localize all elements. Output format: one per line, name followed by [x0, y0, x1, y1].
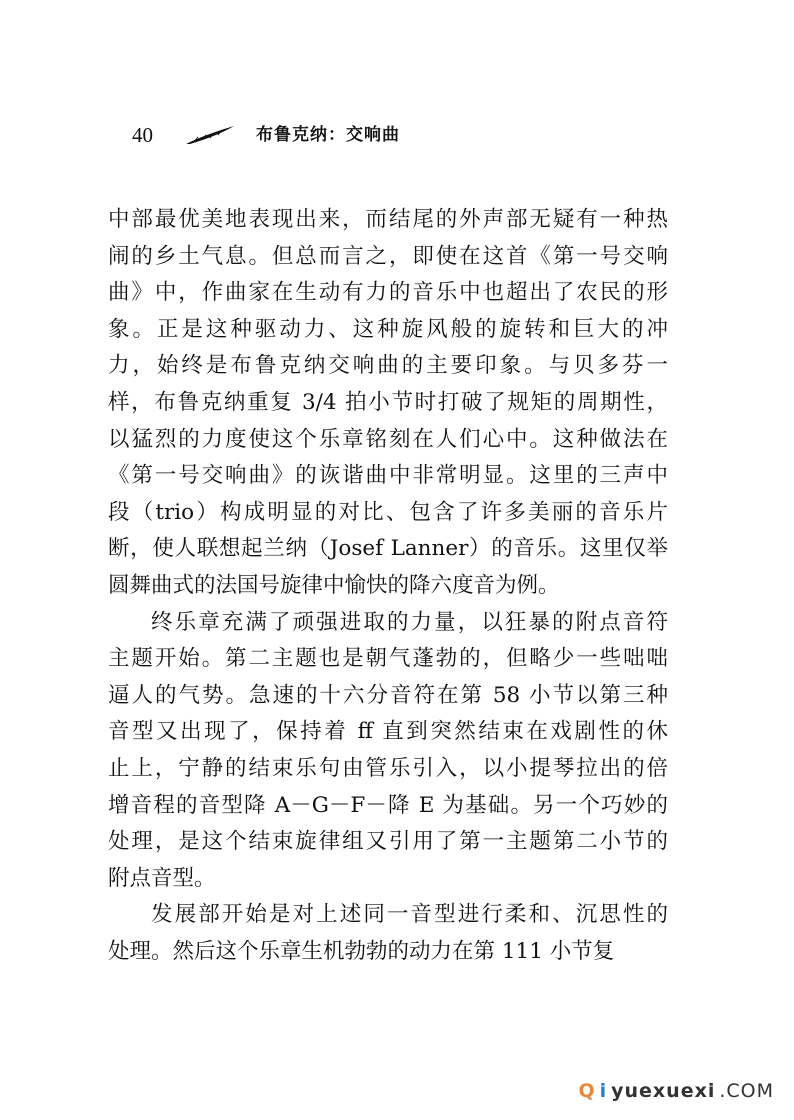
text-line: 象。正是这种驱动力、这种旋风般的旋转和巨大的冲: [108, 316, 668, 342]
text-line: 音型又出现了，保持着 ff 直到突然结束在戏剧性的休: [108, 719, 668, 745]
text-line: 主题开始。第二主题也是朝气蓬勃的，但略少一些咄咄: [108, 646, 668, 672]
watermark-i: i: [599, 1080, 608, 1102]
text-line: 段（trio）构成明显的对比、包含了许多美丽的音乐片: [108, 499, 668, 525]
body-text: [108, 202, 668, 970]
text-line: 以猛烈的力度使这个乐章铭刻在人们心中。这种做法在: [108, 426, 668, 452]
quill-pen-icon: [184, 124, 236, 146]
watermark-name: yuexuexi: [611, 1080, 716, 1102]
text-line: 闹的乡土气息。但总而言之，即使在这首《第一号交响: [108, 243, 668, 269]
watermark-q: Q: [578, 1080, 596, 1102]
watermark-domain: .COM: [719, 1080, 774, 1102]
text-line: 力，始终是布鲁克纳交响曲的主要印象。与贝多芬一: [108, 353, 668, 379]
page-header: [132, 120, 532, 152]
paragraph: [108, 202, 668, 605]
text-line: 增音程的音型降 A－G－F－降 E 为基础。另一个巧妙的: [108, 792, 668, 818]
site-watermark: [578, 1080, 774, 1102]
paragraph: [108, 605, 668, 898]
text-line: 圆舞曲式的法国号旋律中愉快的降六度音为例。: [108, 572, 560, 598]
text-line: 处理。然后这个乐章生机勃勃的动力在第 111 小节复: [108, 938, 615, 964]
text-line: 曲》中，作曲家在生动有力的音乐中也超出了农民的形: [108, 280, 668, 306]
paragraph: [108, 897, 668, 970]
text-line: 断，使人联想起兰纳（Josef Lanner）的音乐。这里仅举: [108, 536, 668, 562]
running-title: 布鲁克纳：交响曲: [256, 125, 400, 145]
text-line: 发展部开始是对上述同一音型进行柔和、沉思性的: [151, 902, 668, 928]
text-line: 止上，宁静的结束乐句由管乐引入，以小提琴拉出的倍: [108, 755, 668, 781]
text-line: 逼人的气势。急速的十六分音符在第 58 小节以第三种: [108, 682, 668, 708]
text-line: 《第一号交响曲》的诙谐曲中非常明显。这里的三声中: [108, 463, 668, 489]
text-line: 处理，是这个结束旋律组又引用了第一主题第二小节的: [108, 829, 668, 855]
text-line: 中部最优美地表现出来，而结尾的外声部无疑有一种热: [108, 207, 668, 232]
text-line: 终乐章充满了顽强进取的力量，以狂暴的附点音符: [151, 609, 668, 635]
text-line: 样，布鲁克纳重复 3/4 拍小节时打破了规矩的周期性，: [108, 389, 668, 415]
text-line: 附点音型。: [108, 865, 216, 891]
page-number: 40: [132, 123, 153, 147]
